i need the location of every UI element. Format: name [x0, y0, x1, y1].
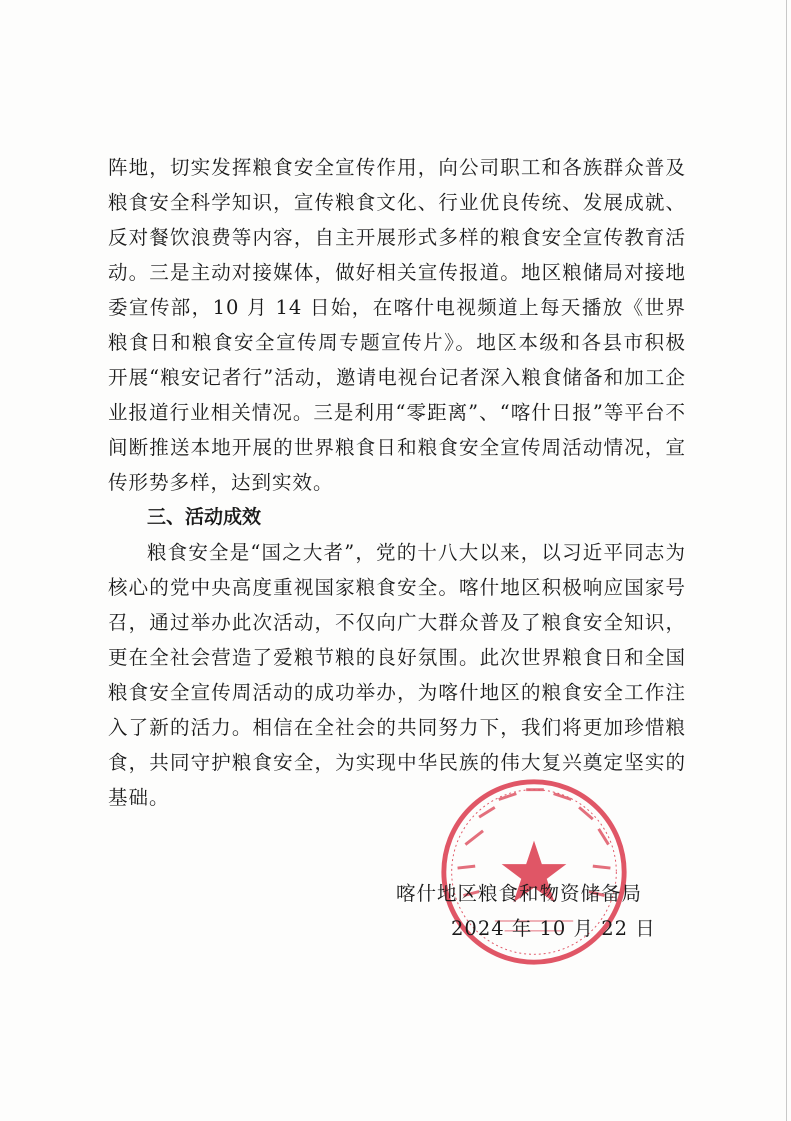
issuer-signature: 喀什地区粮食和物资储备局: [396, 882, 643, 905]
paragraph-results: 粮食安全是“国之大者”，党的十八大以来，以习近平同志为核心的党中央高度重视国家粮食安全。喀什地区积极响应国家号召，通过举办此次活动，不仅向广大群众普及了粮食安全知识，更在全社会营造了爱粮节粮的良好氛围。此次世界粮食日和全国粮食安全宣传周活动的成功举办，为喀什地区的粮食安全工作注入了新的活力。相信在全社会的共同努力下，我们将更加珍惜粮食，共同守护粮食安全，为实现中华民族的伟大复兴奠定坚实的基础。: [108, 541, 686, 809]
document-body: [108, 150, 686, 815]
page-edge: [786, 0, 787, 1121]
paragraph-continued: 阵地，切实发挥粮食安全宣传作用，向公司职工和各族群众普及粮食安全科学知识，宣传粮食文化、行业优良传统、发展成就、反对餐饮浪费等内容，自主开展形式多样的粮食安全宣传教育活动。三是主动对接媒体，做好相关宣传报道。地区粮储局对接地委宣传部，10 月 14 日始，在喀什电视频道上每天播放《世界粮食日和粮食安全宣传周专题宣传片》。地区本级和各县市积极开展“粮安记者行”活动，邀请电视台记者深入粮食储备和加工企业报道行业相关情况。三是利用“零距离”、“喀什日报”等平台不间断推送本地开展的世界粮食日和粮食安全宣传周活动情况，宣传形势多样，达到实效。: [108, 156, 686, 494]
section-heading: 三、活动成效: [147, 506, 262, 528]
issue-date: 2024 年 10 月 22 日: [451, 917, 656, 940]
